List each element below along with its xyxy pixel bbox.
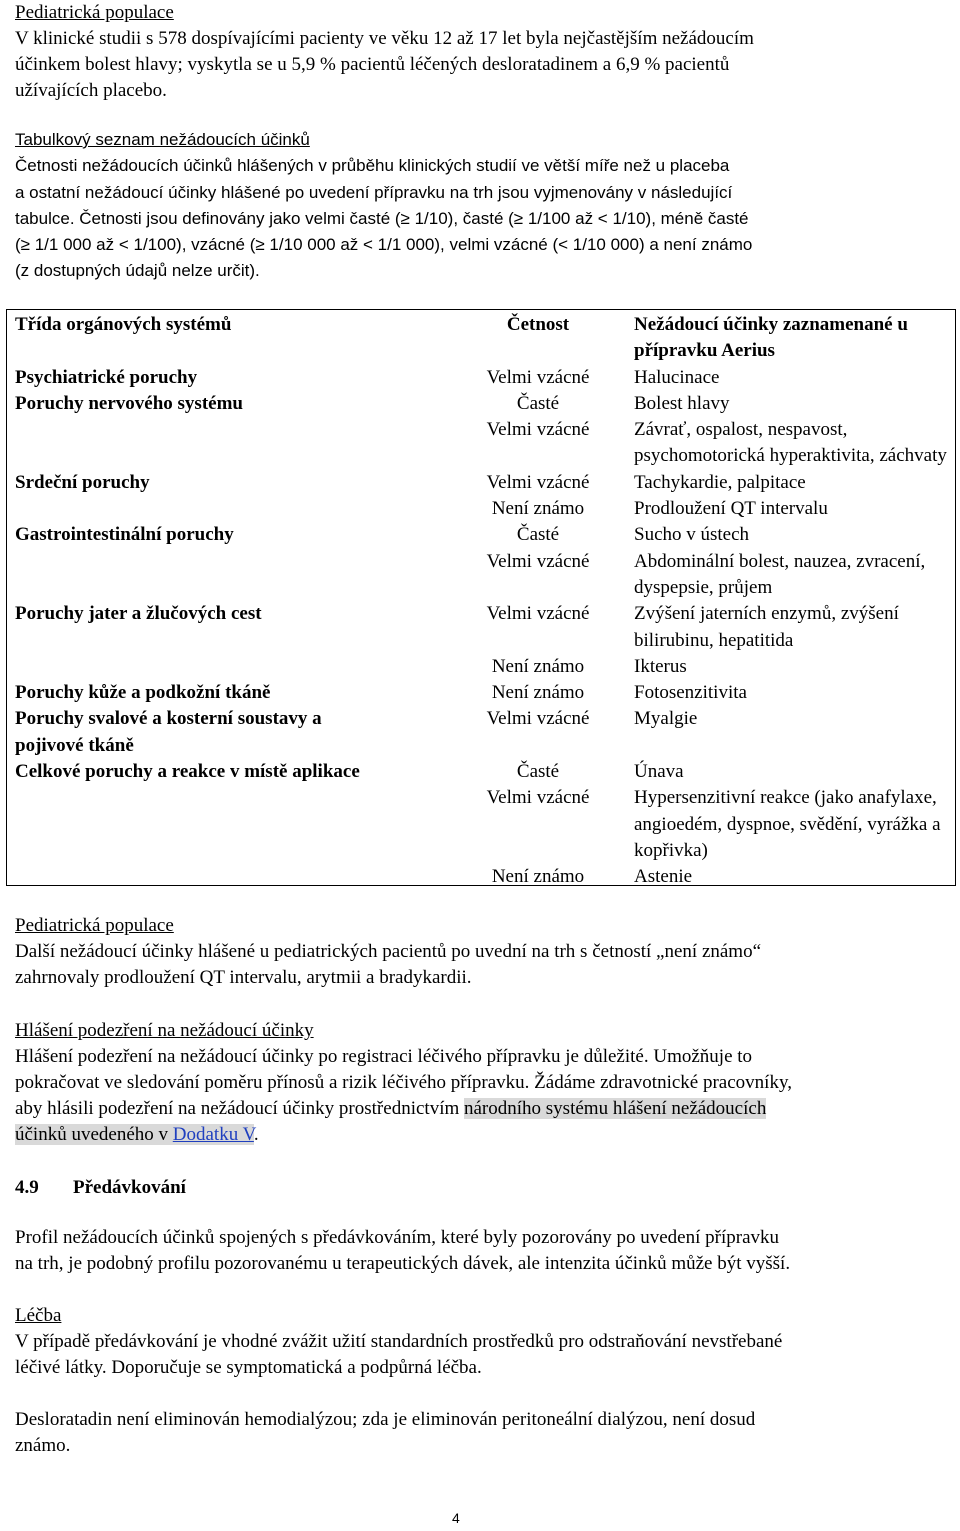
pediatric-section — [15, 0, 754, 104]
paragraph-line: léčivé látky. Doporučuje se symptomatická a podpůrná léčba. — [15, 1357, 482, 1378]
paragraph-line: Profil nežádoucích účinků spojených s předávkováním, které byly pozorovány po uvedení přípravku — [15, 1227, 780, 1248]
frequency: Velmi vzácné — [486, 471, 590, 493]
effects-cell — [624, 601, 956, 680]
organ-class: Poruchy kůže a podkožní tkáně — [15, 682, 271, 704]
frequency: Časté — [516, 761, 560, 783]
frequency: Není známo — [491, 866, 585, 888]
effects-cell — [624, 759, 956, 890]
effect: Myalgie — [634, 708, 698, 730]
frequency-cell — [452, 680, 624, 706]
pediatric-section — [15, 913, 761, 991]
table-row — [6, 365, 956, 391]
paragraph-line: užívajících placebo. — [15, 80, 167, 101]
paragraph-line: (z dostupných údajů nelze určit). — [15, 261, 260, 281]
frequency-cell — [452, 706, 624, 759]
frequency-cell — [452, 522, 624, 601]
paragraph-line: Hlášení podezření na nežádoucí účinky po registraci léčivého přípravku je důležité. Umožňuje to — [15, 1046, 753, 1067]
frequency: Časté — [516, 392, 560, 414]
table-row — [6, 680, 956, 706]
effect: Ikterus — [634, 655, 687, 677]
effect: Abdominální bolest, nauzea, zvracení, dyspepsie, průjem — [634, 550, 926, 598]
paragraph-line: Desloratadin není eliminován hemodialýzou; zda je eliminován peritoneální dialýzou, není dosud — [15, 1409, 756, 1430]
header-frequency: Četnost — [506, 314, 570, 335]
paragraph-line: V klinické studii s 578 dospívajícími pacienty ve věku 12 až 17 let byla nejčastějším nežádoucím — [15, 28, 754, 49]
organ-class: Srdeční poruchy — [15, 471, 150, 493]
paragraph-line: pokračovat ve sledování poměru přínosů a rizik léčivého přípravku. Žádáme zdravotnické pracovníky, — [15, 1072, 792, 1093]
effect: Závrať, ospalost, nespavost, psychomotorická hyperaktivita, záchvaty — [634, 419, 947, 467]
effects-cell — [624, 522, 956, 601]
frequency: Velmi vzácné — [486, 603, 590, 625]
paragraph-line: na trh, je podobný profilu pozorovanému u terapeutických dávek, ale intenzita účinků může být vyšší. — [15, 1253, 791, 1274]
frequency: Velmi vzácné — [486, 419, 590, 441]
section-4-9-heading — [15, 1175, 186, 1201]
frequency-cell — [452, 601, 624, 680]
organ-class: Psychiatrické poruchy — [15, 366, 198, 388]
frequency-cell — [452, 391, 624, 470]
paragraph-line: Další nežádoucí účinky hlášené u pediatrických pacientů po uvední na trh s četností „není známo“ — [15, 941, 762, 962]
effects-cell — [624, 365, 956, 391]
table-row — [6, 759, 956, 890]
frequency: Velmi vzácné — [486, 550, 590, 572]
text: účinků uvedeného v — [15, 1124, 173, 1145]
highlighted-text: národního systému hlášení nežádoucích — [464, 1098, 767, 1119]
organ-class: Poruchy jater a žlučových cest — [15, 603, 262, 625]
table-row — [6, 522, 956, 601]
overdose-profile — [15, 1225, 790, 1277]
effect: Fotosenzitivita — [634, 682, 747, 704]
effect: Únava — [634, 761, 684, 783]
page-number: 4 — [452, 1510, 460, 1526]
paragraph-line: V případě předávkování je vhodné zvážit užití standardních prostředků pro odstraňování nevstřebané — [15, 1331, 783, 1352]
table-header-row — [6, 309, 956, 365]
frequency: Není známo — [491, 655, 585, 677]
adverse-effects-table — [6, 309, 956, 891]
frequency: Velmi vzácné — [486, 708, 590, 730]
spacer — [452, 812, 624, 865]
section-heading: Pediatrická populace — [15, 2, 174, 23]
paragraph-line: zahrnovaly prodloužení QT intervalu, arytmii a bradykardii. — [15, 967, 472, 988]
effects-cell — [624, 391, 956, 470]
effect: Hypersenzitivní reakce (jako anafylaxe, angioedém, dyspnoe, svědění, vyrážka a kopřivka) — [634, 787, 941, 861]
tabular-list-section — [15, 127, 752, 285]
header-effects: Nežádoucí účinky zaznamenané u přípravku Aerius — [634, 314, 908, 362]
effect: Prodloužení QT intervalu — [634, 498, 828, 520]
effect: Halucinace — [634, 366, 720, 388]
paragraph-line: Četnosti nežádoucích účinků hlášených v průběhu klinických studií ve větší míře než u placeba — [15, 156, 730, 176]
frequency: Časté — [516, 524, 560, 546]
effect: Astenie — [634, 866, 693, 888]
effect: Tachykardie, palpitace — [634, 471, 806, 493]
appendix-link[interactable]: Dodatku V — [172, 1124, 254, 1145]
header-organ-class: Třída orgánových systémů — [15, 314, 232, 335]
paragraph-line — [15, 1122, 792, 1148]
organ-class: Celkové poruchy a reakce v místě aplikace — [15, 761, 360, 783]
frequency-cell — [452, 470, 624, 523]
text: . — [253, 1124, 259, 1145]
spacer — [452, 628, 624, 654]
reporting-section — [15, 1018, 792, 1148]
text: aby hlásili podezření na nežádoucí účinky prostřednictvím — [15, 1098, 464, 1119]
section-title: Předávkování — [73, 1177, 186, 1198]
frequency: Velmi vzácné — [486, 787, 590, 809]
table-row — [6, 470, 956, 523]
section-heading: Pediatrická populace — [15, 915, 174, 936]
paragraph-line: účinkem bolest hlavy; vyskytla se u 5,9 % pacientů léčených desloratadinem a 6,9 % pacientů — [15, 54, 730, 75]
highlighted-text — [15, 1124, 254, 1145]
frequency-cell — [452, 365, 624, 391]
effect: Zvýšení jaterních enzymů, zvýšení bilirubinu, hepatitida — [634, 603, 899, 651]
section-heading: Hlášení podezření na nežádoucí účinky — [15, 1020, 314, 1041]
frequency: Není známo — [491, 498, 585, 520]
organ-class: Poruchy svalové a kosterní soustavy a pojivové tkáně — [15, 708, 322, 756]
paragraph-line: tabulce. Četnosti jsou definovány jako velmi časté (≥ 1/10), časté (≥ 1/100 až < 1/10), méně časté — [15, 208, 749, 228]
paragraph-line — [15, 1096, 792, 1122]
frequency-cell — [452, 759, 624, 890]
dialysis-paragraph — [15, 1407, 755, 1459]
treatment-section — [15, 1303, 782, 1381]
table-row — [6, 706, 956, 759]
effects-cell — [624, 680, 956, 706]
effect: Bolest hlavy — [634, 392, 730, 414]
effects-cell — [624, 706, 956, 759]
organ-class: Gastrointestinální poruchy — [15, 524, 234, 546]
section-heading: Léčba — [15, 1305, 62, 1326]
paragraph-line: (≥ 1/1 000 až < 1/100), vzácné (≥ 1/10 000 až < 1/1 000), velmi vzácné (< 1/10 000) a není známo — [15, 235, 753, 255]
table-row — [6, 391, 956, 470]
frequency: Není známo — [491, 682, 585, 704]
organ-class: Poruchy nervového systému — [15, 392, 243, 414]
effect: Sucho v ústech — [634, 524, 750, 546]
frequency: Velmi vzácné — [486, 366, 590, 388]
section-heading: Tabulkový seznam nežádoucích účinků — [15, 130, 310, 149]
table-row — [6, 601, 956, 680]
section-number: 4.9 — [15, 1177, 39, 1198]
paragraph-line: známo. — [15, 1435, 71, 1456]
effects-cell — [624, 470, 956, 523]
paragraph-line: a ostatní nežádoucí účinky hlášené po uvedení přípravku na trh jsou vyjmenovány v následující — [15, 182, 733, 202]
